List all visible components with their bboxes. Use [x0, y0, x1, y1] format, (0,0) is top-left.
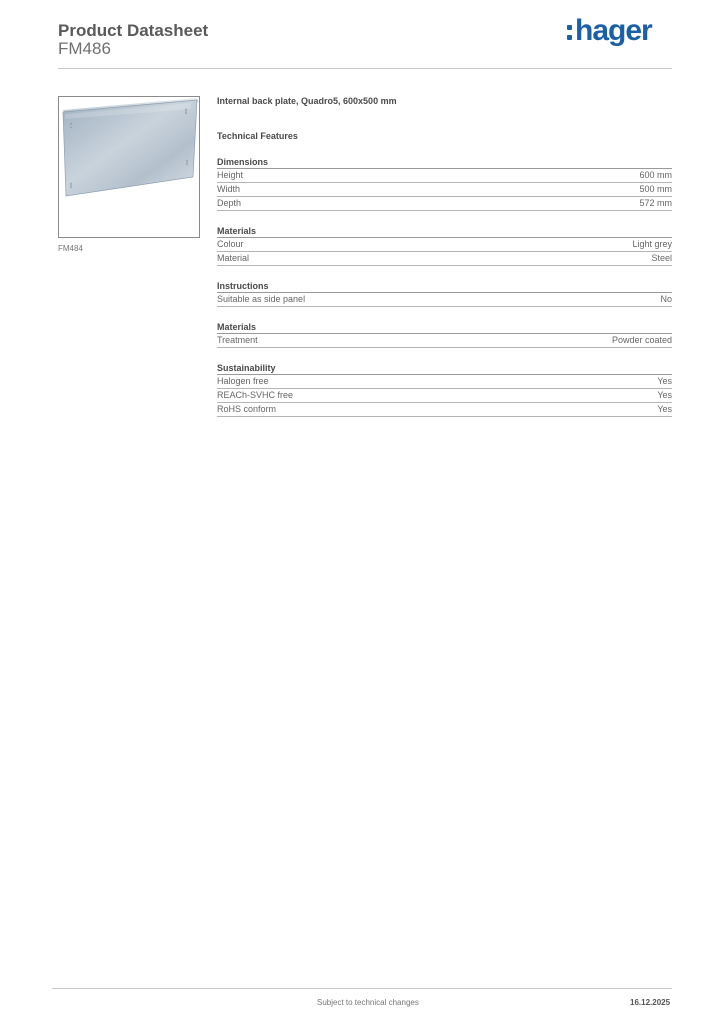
spec-row: [217, 238, 672, 252]
spec-value: Yes: [657, 376, 672, 386]
spec-label: Width: [217, 184, 241, 194]
section-sustainability: [217, 362, 672, 417]
spec-value: 572 mm: [639, 198, 672, 208]
spec-label: REACh-SVHC free: [217, 390, 294, 400]
spec-label: Depth: [217, 198, 242, 208]
spec-label: Suitable as side panel: [217, 294, 306, 304]
hager-logo: [567, 14, 652, 48]
spec-label: Halogen free: [217, 376, 269, 386]
spec-row: [217, 169, 672, 183]
section-title: Materials: [217, 225, 672, 238]
product-image: [58, 96, 200, 238]
back-plate-image: [59, 97, 199, 237]
spec-row: [217, 334, 672, 348]
footer-date: 16.12.2025: [630, 998, 671, 1007]
technical-features-heading: Technical Features: [217, 131, 298, 141]
spec-value: Yes: [657, 404, 672, 414]
spec-row: [217, 183, 672, 197]
image-caption: FM484: [58, 244, 83, 253]
header-divider: [58, 68, 672, 69]
logo-wordmark: hager: [575, 14, 652, 47]
section-title: Dimensions: [217, 156, 672, 169]
spec-label: Colour: [217, 239, 244, 249]
datasheet-content: [217, 95, 672, 417]
spec-row: [217, 197, 672, 211]
section-materials: [217, 225, 672, 266]
spec-value: Powder coated: [611, 335, 672, 345]
spec-value: Yes: [657, 390, 672, 400]
section-title: Materials: [217, 321, 672, 334]
section-treatment: [217, 321, 672, 348]
spec-value: 600 mm: [639, 170, 672, 180]
spec-label: Height: [217, 170, 244, 180]
spec-row: [217, 403, 672, 417]
section-title: Instructions: [217, 280, 672, 293]
spec-label: Treatment: [217, 335, 258, 345]
section-dimensions: [217, 156, 672, 211]
page-title: Product Datasheet: [58, 21, 209, 40]
spec-value: No: [660, 294, 672, 304]
spec-row: [217, 375, 672, 389]
spec-value: Steel: [651, 253, 672, 263]
spec-row: [217, 252, 672, 266]
spec-row: [217, 293, 672, 307]
spec-value: 500 mm: [639, 184, 672, 194]
spec-row: [217, 389, 672, 403]
section-instructions: [217, 280, 672, 307]
product-description: Internal back plate, Quadro5, 600x500 mm: [217, 96, 397, 106]
logo-colon-icon: [567, 25, 572, 40]
footer-divider: [52, 988, 672, 989]
spec-label: Material: [217, 253, 250, 263]
footer-note: Subject to technical changes: [317, 998, 419, 1007]
spec-value: Light grey: [632, 239, 672, 249]
product-code: FM486: [58, 39, 111, 58]
section-title: Sustainability: [217, 362, 672, 375]
spec-label: RoHS conform: [217, 404, 277, 414]
